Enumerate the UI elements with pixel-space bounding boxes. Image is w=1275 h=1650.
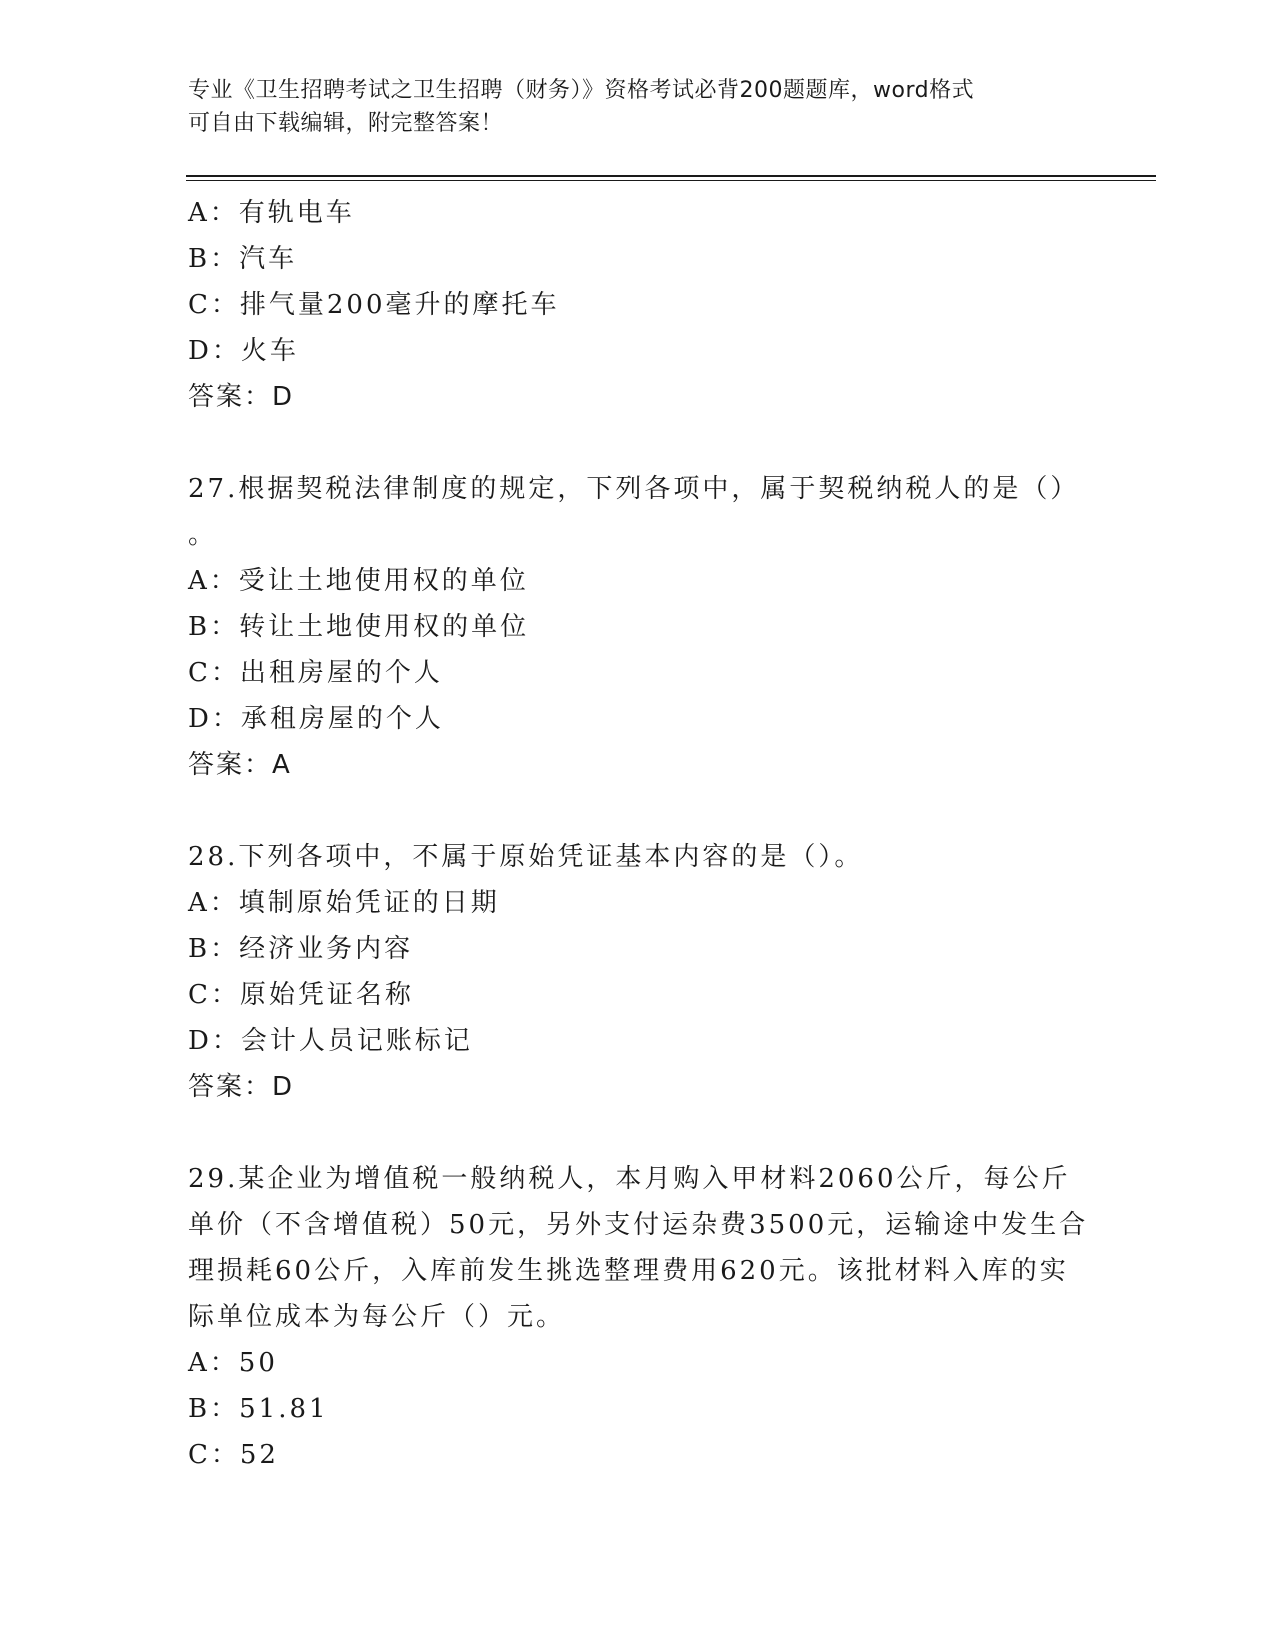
- header-line-2: 可自由下载编辑，附完整答案！: [188, 111, 504, 136]
- option-a: A：填制原始凭证的日期: [188, 888, 500, 918]
- document-header: [188, 74, 1088, 140]
- answer-line: 答案：D: [188, 382, 295, 412]
- answer-line: 答案：D: [188, 1072, 295, 1102]
- question-28: [188, 834, 1088, 1110]
- option-c: C：原始凭证名称: [188, 980, 414, 1010]
- option-b: B：经济业务内容: [188, 934, 414, 964]
- option-b: B：51.81: [188, 1394, 329, 1424]
- question-stem-continued: 际单位成本为每公斤（）元。: [188, 1302, 566, 1332]
- option-b: B：转让土地使用权的单位: [188, 612, 530, 642]
- spacer: [188, 1110, 1088, 1156]
- question-stem-continued: 。: [188, 520, 218, 550]
- question-stem-continued: 单价（不含增值税）50元，另外支付运杂费3500元，运输途中发生合: [188, 1210, 1089, 1240]
- spacer: [188, 420, 1088, 466]
- header-divider-thick: [186, 175, 1156, 177]
- question-stem: 29.某企业为增值税一般纳税人，本月购入甲材料2060公斤，每公斤: [188, 1164, 1071, 1194]
- question-list: [188, 190, 1088, 1478]
- spacer: [188, 788, 1088, 834]
- option-a: A：有轨电车: [188, 198, 355, 228]
- header-line-1: 专业《卫生招聘考试之卫生招聘（财务）》资格考试必背200题题库，word格式: [188, 78, 975, 103]
- question-stem: 28.下列各项中，不属于原始凭证基本内容的是（）。: [188, 842, 864, 872]
- header-divider-thin: [186, 180, 1156, 181]
- option-a: A：受让土地使用权的单位: [188, 566, 529, 596]
- question-26: [188, 190, 1088, 420]
- question-27: [188, 466, 1088, 788]
- option-d: D：火车: [188, 336, 299, 366]
- option-a: A：50: [188, 1348, 278, 1378]
- option-c: C：排气量200毫升的摩托车: [188, 290, 560, 320]
- question-stem-continued: 理损耗60公斤，入库前发生挑选整理费用620元。该批材料入库的实: [188, 1256, 1069, 1286]
- answer-line: 答案：A: [188, 750, 292, 780]
- option-d: D：会计人员记账标记: [188, 1026, 473, 1056]
- option-b: B：汽车: [188, 244, 298, 274]
- question-stem: 27.根据契税法律制度的规定，下列各项中，属于契税纳税人的是（）: [188, 474, 1080, 504]
- option-d: D：承租房屋的个人: [188, 704, 444, 734]
- option-c: C：52: [188, 1440, 279, 1470]
- question-29: [188, 1156, 1088, 1478]
- option-c: C：出租房屋的个人: [188, 658, 443, 688]
